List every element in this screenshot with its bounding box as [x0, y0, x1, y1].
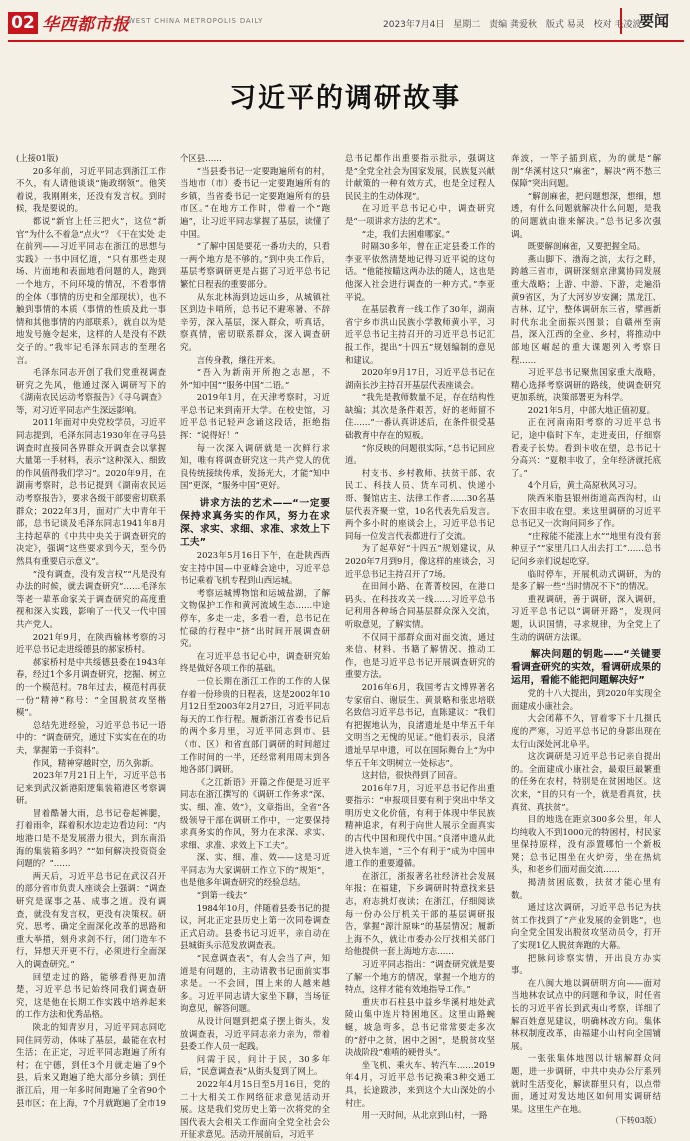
article-paragraph: 陕北的知青岁月，习近平同志同吃同住同劳动，体味了基层，最能在农村生活；在正定，习近平同志跑遍了所有村；在宁德，到任3个月就走遍了9个县，后来又跑遍了绝大部分乡镇；到任浙江后，用一年多时间跑遍了全省90个县市区；在上海，7个月就跑遍了全市19 — [16, 1021, 166, 1108]
article-paragraph: 个区县…… — [180, 153, 222, 163]
article-column-2 — [180, 152, 330, 1140]
article-paragraph: 问需于民，问计于民，30多年后，“民意调查表”从街头复到了网上。 — [180, 1053, 330, 1077]
article-paragraph: 总结先进经验，习近平总书记一语中的：“调查研究，通过下实实在在的功夫，掌握第一手资料”。 — [16, 719, 166, 755]
article-paragraph: “你反映的问题很实际，”总书记回应道。 — [345, 442, 495, 466]
article-paragraph: 作风，精神穿越时空，历久弥新。 — [32, 757, 159, 768]
article-paragraph: 时隔30多年，曾在正定县委工作的李亚平依然清楚地记得习近平说的这句话。“他能按瞄这两办法的随人，这也是他深入社会进行调查的一种方式。”李亚平说。 — [345, 241, 495, 302]
section-subheading: 解决问题的钥匙——“关键要看调查研究的实效，看调研成果的运用，看能不能把问题解决好” — [511, 649, 661, 687]
article-paragraph: 奔波，一竿子插到底，为的就是“解剖”华溪村这只“麻雀”，解决“两不愁三保障”突出问题。 — [511, 153, 661, 189]
article-paragraph: 村支书、乡村教师、扶贫干部、农民工、科技人员、货车司机、快递小哥、餐馆店主、法律工作者……30名基层代表齐聚一堂，10名代表先后发言。两个多小时的座谈会上，习近平总书记同每一位发言代表都进行了交流。 — [345, 467, 495, 541]
article-paragraph: 在基层教育一线工作了30年，湖南省宁乡市洪山民族小学教师黄小平，习近平总书记主持召开的习近平总书记汇报工作，提出“十四五”规划编制的意见和建议。 — [345, 304, 495, 365]
article-paragraph: “民意调查表”，有人会当了声，知道是有问题的，主动请教书记面前实事求是。一不会回，围上来的人越来越多。习近平同志请大家坐下聊，当场征询意见，解答问题。 — [180, 953, 330, 1014]
issue-info — [383, 17, 648, 30]
article-paragraph: 不仅同干部群众面对面交流，通过来信、材料、书籍了解情况、推动工作，也是习近平总书记开展调查研究的重要方法。 — [345, 631, 495, 680]
article-column-4 — [511, 152, 661, 1126]
page-number: 02 — [8, 12, 38, 34]
chief-editor: 责编 龚爱秋 — [489, 20, 537, 30]
article-paragraph: 正在河南南阳考察的习近平总书记，途中临时下车，走进麦田，仔细察看麦子长势。看到卡收在望，总书记十分高兴：“夏粮丰收了，全年经济就托底了。” — [511, 417, 661, 478]
article-paragraph: 目的地选在距京300多公里，年人均纯收入不到1000元的特困村，村民家里保持原样，没有添置哪怕一个新板凳；总书记围坐在火炉旁，坐在热炕头，和老乡们面对面交流…… — [511, 814, 661, 875]
article-paragraph: 1984年10月，伴随着县委书记的提议，河北正定县历史上第一次同卷调查正式启动。县委书记习近平，亲自动在县城街头示范发放调查表。 — [180, 902, 330, 951]
article-paragraph: 揭清贫困底数，扶贫才能心里有数。 — [511, 877, 661, 900]
article-paragraph: 2016年6月，我国考古文博界著名专家宿白、谢辰生、黄景略和张忠培联名致信习近平总书记，直陈建议：“我们有把握地认为，良渚遗址是中华五千年文明当之无愧的见证。”他们表示，良渚遗址早早申遗，可以在国际舞台上“为中华五千年文明树立一处标志”。 — [345, 681, 495, 768]
article-paragraph: 在习近平总书记心中，调查研究是“一项讲求方法的艺术”。 — [345, 203, 495, 226]
article-paragraph: “当县委书记一定要跑遍所有的村，当地市（市）委书记一定要跑遍所有的乡镇，当省委书记一定要跑遍所有的县市区。”在地方工作时，带着一个“跑遍”，让习近平同志掌握了基层，读懂了中国。 — [180, 165, 330, 239]
article-paragraph: 言传身教，继往开来。 — [196, 354, 281, 365]
designer: 版式 易灵 — [545, 20, 585, 30]
article-paragraph: 郝家桥村是中共绥德县委在1943年春，经过1个多月调查研究，挖掘、树立的一个模范村。78年过去，模范村再获一份“精神”称号：“全国脱贫攻坚楷模”。 — [16, 656, 166, 718]
article-paragraph: 2019年1月，在天津考察时，习近平总书记来到南开大学。在校史馆，习近平总书记轻声念诵这段话，拒绝指挥：“说得好！” — [180, 392, 330, 441]
article-paragraph: 为了起草好“十四五”规划建议，从2020年7月到9月，像这样的座谈会，习近平总书记主持召开了7场。 — [345, 543, 495, 579]
article-paragraph: 考察运城博物馆和运城盐湖，了解文物保护工作和黄河流域生态……中途停车，多走一走，多看一看，总书记在忙碌的行程中“挤”出时间开展调查研究。 — [180, 587, 330, 649]
proofreader: 校对 毛凌波 — [593, 20, 642, 30]
article-column-1 — [16, 152, 166, 1108]
article-paragraph: 一位长期在浙江工作的工作的人保存着一份珍贵的日程表，这是2002年10月12日至2003年2月27日，习近平同志每天的工作行程。履新浙江省委书记后的两个多月里，习近平同志到市、县（市、区）和省直部门调研的时间超过工作时间的一半，还经常利用周末到各地各部门调研。 — [180, 675, 330, 775]
article-paragraph: 4个月后，黄土高原秋风习习。 — [527, 480, 642, 491]
article-paragraph: 2023年7月21日上午，习近平总书记来到武汉新港阳逻集装箱港区考察调研。 — [16, 770, 166, 806]
article-paragraph: 深、实、细、准、效——这是习近平同志为大家调研工作立下的“规矩”，也是他多年调查研究的经验总结。 — [180, 852, 330, 888]
masthead — [0, 0, 690, 44]
article-paragraph: 燕山脚下、渤海之滨，太行之畔，跨越三省市，调研深刻京津冀协同发展重大战略；上游、中游、下游，走遍沿黄9省区，为了大河岁岁安澜；黑龙江、吉林、辽宁，整体调研东三省，擘画新时代东北全面振兴图景；自赣州至南昌，深入江西的全业、乡村，将推动中部地区崛起的重大课题列入考察日程…… — [511, 253, 661, 365]
article-paragraph: 冒着酷暑大雨，总书记卷起裤腿，打着雨伞，踩着积水边走边看边问：“内地港口是不是发展潜力很大，到东南沿海的集装箱多吗？”“如何解决投资资金问题的？”…… — [16, 807, 166, 869]
article-paragraph: 回望走过的路，能够看得更加清楚，习近平总书记始终同我们调查研究，这是他在长期工作实践中培养起来的工作方法和优秀品格。 — [16, 971, 166, 1020]
article-paragraph: 都说“新官上任三把火”，这位“新官”为什么不着急“点火”？《干在实处 走在前列——习近平同志在浙江的思想与实践》一书中回忆道，“只有那些走现场、片面地和表面地看问题的人，跑到一个地方，不问环境的情况，不看事情的全体（事情的历史和全部现状），也不触到事情的本质（事情的性质及此一事情和其他事情的内部联系），就自以为是地发号施令起来，这样的人是没有不跌交子的。”我牢记毛泽东同志的至理名言。 — [16, 215, 166, 365]
article-paragraph: 党的十八大提出，到2020年实现全面建成小康社会。 — [511, 688, 661, 711]
article-paragraph: 总书记都作出重要指示批示，强调这是“全党全社会为国家发展，民族复兴献计献策的一种有效方式，也是全过程人民民主的生动体现”。 — [345, 153, 495, 201]
article-paragraph: 既要解剖麻雀，又要把握全局。 — [527, 241, 646, 252]
article-paragraph: “了解中国是要花一番功夫的，只看一两个地方是不够的。”到中央工作后，基层考察调研更是占据了习近平总书记繁忙日程表的重要部分。 — [180, 241, 330, 289]
article-paragraph: 从设计问题到把桌子摆上街头，发放调查表，习近平同志亲力亲为，带着县委工作人员一起践。 — [180, 1016, 330, 1052]
section-subheading: 讲求方法的艺术——“一定要保持求真务实的作风，努力在求深、求实、求细、求准、求效上下工夫” — [180, 498, 330, 549]
newspaper-english-name: WEST CHINA METROPOLIS DAILY — [128, 17, 264, 25]
article-paragraph: 《之江新语》开篇之作便是习近平同志在浙江撰写的《调研工作务求“深、实、细、准、效”》，文章指出，全省“各级领导干部在调研工作中，一定要保持求真务实的作风，努力在求深、求实、求细、求准、求效上下工夫”。 — [180, 776, 330, 850]
article-paragraph: 这封信，很快得到了回音。 — [361, 770, 463, 781]
section-tag: 要闻 — [620, 8, 686, 34]
continued-from-note: (上接01版) — [16, 153, 59, 163]
issue-date: 2023年7月4日 — [383, 20, 445, 30]
article-paragraph: 在浙江，浙报著名社经济社会发展年报；在福建，下乡调研时特意找来县志，府志挑灯夜读；在浙江，仔细阅读每一份办公厅机关干部的基层调研报告，掌握“源汁原味”的基层情况；履新上海不久，就让市委办公厅找相关部门给他提供一套上海地方志…… — [345, 870, 495, 957]
article-paragraph: “没有调查，没有发言权”“凡是没有办法的时候，就去调查研究”……毛泽东等老一辈革命家关于调查研究的高度重视和深入实践，影响了一代又一代中国共产党人。 — [16, 568, 166, 629]
article-paragraph: “吾入为新南开所抱之志愿，不外“知中国”“服务中国”二语。” — [180, 367, 330, 390]
newspaper-logo: 华西都市报 — [42, 15, 130, 35]
article-paragraph: 从东北林海到边远山乡，从城镇社区到边卡哨所，总书记不避寒暑、不辞辛劳，深入基层，深入群众，听真话，察真情，密切联系群众，深入调查研究。 — [180, 291, 330, 352]
article-paragraph: 一张张集体地图以计辖解群众问题，进一步调研，中共中央办公厅系列就时生活变化，解读群里只有，以点带面，通过对发达地区如何用实调研结果。这里生产在地。 — [511, 1053, 661, 1114]
article-paragraph: 这次调研是习近平总书记亲自提出的。全面建成小康社会，最艰巨最繁重的任务在农村，特别是在贫困地区。这次来，“目的只有一个，就是看真贫，扶真贫、真扶贫”。 — [511, 751, 661, 812]
article-paragraph: 毛泽东同志开创了我们党重视调查研究之先风，他通过深入调研写下的《湖南农民运动考察报告》《寻乌调查》等，对习近平同志产生深远影响。 — [16, 367, 166, 415]
article-paragraph: 陕西米脂县银州街道高西沟村，山下农田丰收在望。来这里调研的习近平总书记又一次询问同乡了作。 — [511, 493, 661, 529]
article-paragraph: 2021年9月，在陕西榆林考察的习近平总书记走进绥德县的郝家桥村。 — [16, 631, 166, 655]
article-paragraph: “我先是教师数量不足，存在结构性缺编；其次是条件艰苦，好的老师留不住……”一番认真讲述后，在条件很受基础教育中存在的短板。 — [345, 392, 495, 441]
article-paragraph: 在习近平总书记心中，调查研究始终是做好各项工作的基础。 — [180, 650, 330, 674]
article-headline: 习近平的调研故事 — [229, 83, 461, 114]
article-paragraph: 2011年面对中央党校学员，习近平同志提到，毛泽东同志1930年在寻乌县调查时直接同各界群众开调查会以掌握大量第一手材料，表示“这种深入、细致的作风值得我们学习”。2020年9月，在湖南考察时，总书记提到《湖南农民运动考察报告》，要求各级干部要密切联系群众；2022年3月，面对广大中青年干部，总书记谈及毛泽东同志1941年8月主持起草的《中共中央关于调查研究的决定》，强调“这些要求到今天，至今仍然具有重要启示意义”。 — [16, 417, 166, 566]
article-paragraph: 20多年前，习近平同志到浙江工作不久，有人请他谈谈“施政纲领”。他笑着说，我刚刚来，还没有发言权。到时候，我是要说的。 — [16, 165, 166, 214]
article-paragraph: 2022年4月15日至5月16日，党的二十大相关工作网络征求意见活动开展。这是我们党历史上第一次将党的全国代表大会相关工作面向全党全社会公开征求意见。活动开展前后，习近平 — [180, 1078, 330, 1140]
article-paragraph: 两天后，习近平总书记在武汉召开的部分省市负责人座谈会上强调：“调查研究是谋事之基、成事之道。没有调查，就没有发言权，更没有决策权。研究、思考、确定全面深化改革的思路和重大举措，刻舟求剑不行，闭门造车不行，异想天开更不行，必须进行全面深入的调查研究。” — [16, 870, 166, 969]
article-paragraph: 用一天时间，从北京到山村，一路 — [361, 1110, 488, 1121]
article-paragraph: 习近平同志指出：“调查研究就是要了解一个地方的情况，掌握一个地方的特点，这样才能有效地指导工作。” — [345, 959, 495, 995]
article-paragraph: “到第一线去” — [196, 890, 248, 901]
article-paragraph: 在田间小路、在菁菁校园，在港口码头、在科技攻关一线……习近平总书记利用各种场合同基层群众深入交流，听取意见，了解实情。 — [345, 581, 495, 629]
article-paragraph: 重视调研，善于调研，深入调研，习近平总书记以“调研开路”，发现问题，认识国情，寻求规律，为全党上了生动的调研方法课。 — [511, 593, 661, 642]
continued-on-note: （下转03版） — [610, 1116, 661, 1126]
article-paragraph: 2016年7月，习近平总书记作出重要指示：“申报项目要有利于突出中华文明历史文化价值，有利于体现中华民族精神追求，有利于向世人展示全面真实的古代中国和现代中国。”良渚申遗从此进入快车道，“三个有利于”成为中国申遗工作的重要遵循。 — [345, 782, 495, 869]
article-paragraph: 在八闽大地以调研明方向——面对当地林农试点中的问题和争议，时任省长的习近平省长到武夷山考察，详细了解百姓意见建议，明确林改方向。集体林权制度改革，由福建小山村向全国铺展。 — [511, 977, 661, 1051]
article-paragraph: 通过这次调研，习近平总书记为扶贫工作找到了“产业发展的金钥匙”，也向全党全国发出脱贫攻坚动员令，打开了实现1亿人脱贫奔跑的大幕。 — [511, 902, 661, 951]
article-paragraph: 每一次深入调研就是一次鲜行求知，唯有将调查研究这一共产党人的优良传统接续传承，发扬光大，才能“知中国”更深，“服务中国”更好。 — [180, 442, 330, 491]
article-paragraph: 2023年5月16日下午，在赴陕西西安主持中国—中亚峰会途中，习近平总书记乘着飞机专程到山西运城。 — [180, 550, 330, 586]
article-paragraph: 重庆市石柱县中益乡华溪村地处武陵山集中连片特困地区。这里山路蜿蜒，坡急弯多，总书记常常要走多次的“舒中之贫，困中之困”，是脱贫攻坚决战阶段“难啃的硬骨头”。 — [345, 996, 495, 1058]
article-paragraph: 临时停车，开展机动式调研，为的是多了解一些“当时情况不下”的情况。 — [511, 568, 661, 592]
article-paragraph: 坐飞机、乘火车、转汽车……2019年4月，习近平总书记换乘3种交通工具，长途跋涉，来到这个大山深处的小村庄。 — [345, 1059, 495, 1108]
masthead-divider — [8, 40, 684, 42]
article-paragraph: “解剖麻雀，把问题想深，想细，想透，有什么问题就解决什么问题，是我的问题就由谁来解决。”总书记多次强调。 — [511, 190, 661, 239]
article-paragraph: 大会闭幕不久，冒着零下十几摄氏度的严寒，习近平总书记的身影出现在太行山深处河北阜平。 — [511, 713, 661, 749]
article-paragraph: 2020年9月17日，习近平总书记在湖南长沙主持召开基层代表座谈会。 — [345, 367, 495, 390]
article-paragraph: 把脉问诊察实情，开出良方办实事。 — [511, 952, 661, 976]
article-paragraph: 习近平总书记聚焦国家重大战略，精心选择考察调研的路线，使调查研究更加系统，决策部署更为科学。 — [511, 367, 661, 403]
issue-weekday: 星期二 — [453, 20, 481, 30]
article-column-3 — [345, 152, 495, 1121]
article-paragraph: “走，我们去困难哪家。” — [361, 228, 450, 239]
article-paragraph: 2021年5月，中部大地正值初夏。 — [527, 404, 655, 415]
article-paragraph: “庄稼能不能涨上水”“地里有没有套种豆子”“家里几口人出去打工”……总书记问乡亲们说起吃穿。 — [511, 530, 661, 566]
